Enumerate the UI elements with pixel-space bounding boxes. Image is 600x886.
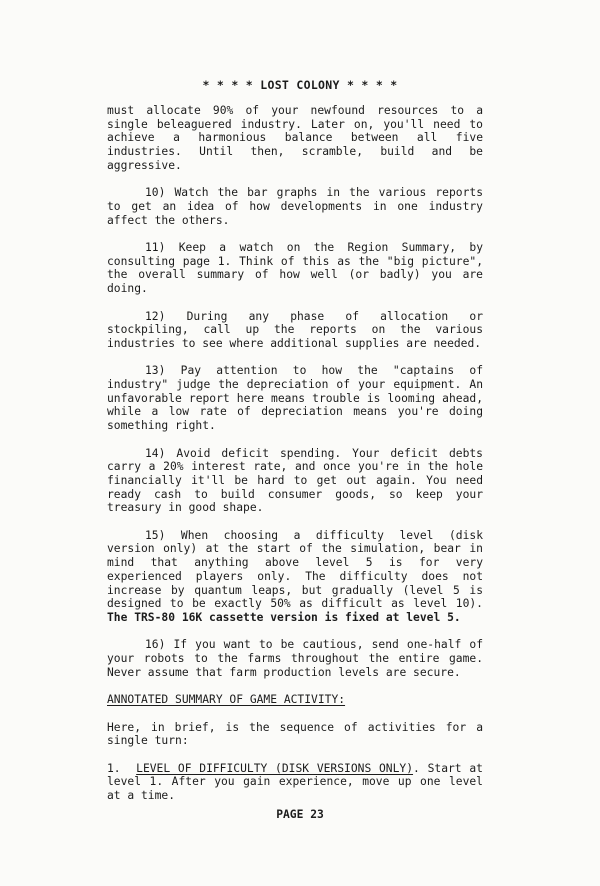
paragraph-10: 10) Watch the bar graphs in the various reports to get an idea of how developments in one industry affect the others. xyxy=(107,186,483,227)
page-number: PAGE 23 xyxy=(276,808,324,821)
paragraph-15-text: 15) When choosing a difficulty level (disk version only) at the start of the simulation, bear in mind that anything above level 5 is for very experienced players only. The difficulty does not increase by quantum leaps, but gradually (level 5 is designed to be exactly 50% as difficult as level 10). xyxy=(107,528,483,611)
summary-intro: Here, in brief, is the sequence of activities for a single turn: xyxy=(107,720,483,748)
paragraph-11: 11) Keep a watch on the Region Summary, by consulting page 1. Think of this as the "big picture", the overall summary of how well (or badly) you are doing. xyxy=(107,241,483,296)
page-header: * * * * LOST COLONY * * * * xyxy=(202,78,398,92)
paragraph-14: 14) Avoid deficit spending. Your deficit debts carry a 20% interest rate, and once you're in the hole financially it'll be hard to get out again. You need ready cash to build consumer goods, so keep your treasury in good shape. xyxy=(107,446,483,515)
summary-item-1 xyxy=(107,762,483,803)
paragraph-15-bold: The TRS-80 16K cassette version is fixed at level 5. xyxy=(107,610,461,624)
summary-item-1-number: 1. xyxy=(107,761,121,775)
summary-item-1-period: . xyxy=(413,761,420,775)
summary-item-1-title: LEVEL OF DIFFICULTY (DISK VERSIONS ONLY) xyxy=(136,761,414,775)
paragraph-15 xyxy=(107,529,483,625)
paragraph-12: 12) During any phase of allocation or stockpiling, call up the reports on the various industries to see where additional supplies are needed. xyxy=(107,309,483,350)
body-text xyxy=(107,104,483,816)
paragraph-13: 13) Pay attention to how the "captains of industry" judge the depreciation of your equipment. An unfavorable report here means trouble is looming ahead, while a low rate of depreciation means you're doing something right. xyxy=(107,364,483,433)
paragraph-16: 16) If you want to be cautious, send one-half of your robots to the farms throughout the entire game. Never assume that farm production levels are secure. xyxy=(107,638,483,679)
summary-item-1-text: Start at level 1. After you gain experience, move up one level at a time. xyxy=(107,761,483,802)
paragraph-intro: must allocate 90% of your newfound resources to a single beleaguered industry. Later on, you'll need to achieve a harmonious balance between all five industries. Until then, scramble, build and be aggressive. xyxy=(107,104,483,172)
summary-heading: ANNOTATED SUMMARY OF GAME ACTIVITY: xyxy=(107,693,346,707)
